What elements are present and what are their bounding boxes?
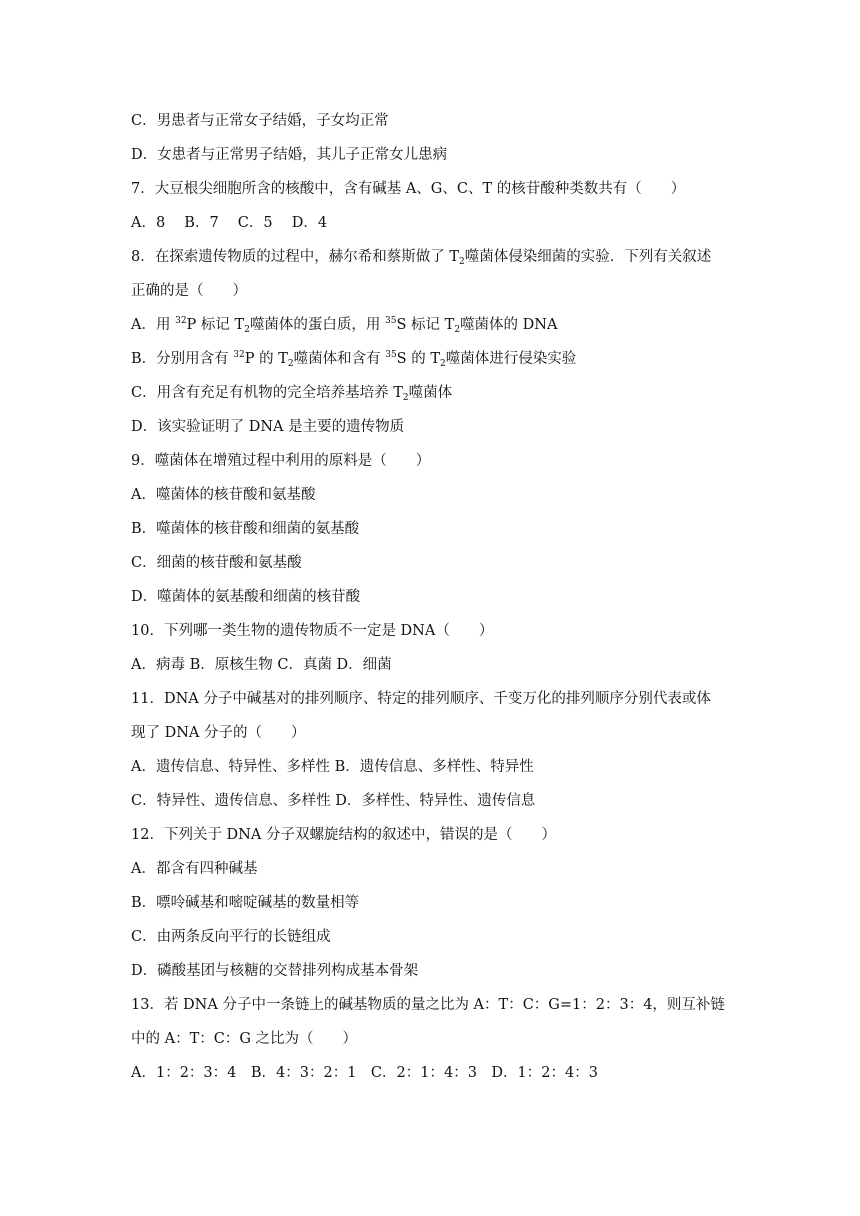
answer-option-a-q12: A．都含有四种碱基: [131, 861, 258, 877]
question-13-options: A．1：2：3：4 B．4：3：2：1 C．2：1：4：3 D．1：2：4：3: [131, 1065, 598, 1081]
question-8-stem: 8．在探索遗传物质的过程中，赫尔希和蔡斯做了 $T_2$噬菌体侵染细菌的实验．下列有关叙述: [131, 249, 712, 267]
question-7-options: A．8 B．7 C．5 D．4: [131, 215, 328, 231]
answer-option-b-q12: B．嘌呤碱基和嘧啶碱基的数量相等: [131, 895, 360, 911]
answer-option-a-q8: A．用 $^{32}$P 标记 $T_2$噬菌体的蛋白质，用 $^{35}$S 标记 $T_2$噬菌体的 DNA: [131, 316, 558, 335]
question-13-stem: 13．若 DNA 分子中一条链上的碱基物质的量之比为 A：T：C：G=1：2：3：4，则互补链: [131, 997, 725, 1013]
question-9-stem: 9．噬菌体在增殖过程中利用的原料是（ ）: [131, 453, 431, 469]
answer-option-b-q8: B．分别用含有 $^{32}$P 的 $T_2$噬菌体和含有 $^{35}$S 的 $T_2$噬菌体进行侵染实验: [131, 350, 577, 369]
answer-option-c-q12: C．由两条反向平行的长链组成: [131, 929, 331, 945]
question-13-stem-continued: 中的 A：T：C：G 之比为（ ）: [131, 1031, 358, 1047]
question-8-stem-continued: 正确的是（ ）: [131, 283, 247, 299]
question-11-stem-continued: 现了 DNA 分子的（ ）: [131, 725, 306, 741]
question-7-stem: 7．大豆根尖细胞所含的核酸中，含有碱基 A、G、C、T 的核苷酸种类数共有（ ）: [131, 181, 686, 197]
answer-option-c-q8: C．用含有充足有机物的完全培养基培养 $T_2$噬菌体: [131, 385, 453, 403]
answer-option-c-q9: C．细菌的核苷酸和氨基酸: [131, 555, 302, 571]
answer-option-d-q9: D．噬菌体的氨基酸和细菌的核苷酸: [131, 589, 361, 605]
question-12-stem: 12．下列关于 DNA 分子双螺旋结构的叙述中，错误的是（ ）: [131, 827, 556, 843]
answer-option-d-q6: D．女患者与正常男子结婚，其儿子正常女儿患病: [131, 147, 448, 163]
answer-option-d-q12: D．磷酸基团与核糖的交替排列构成基本骨架: [131, 963, 419, 979]
question-11-options-cd: C．特异性、遗传信息、多样性 D．多样性、特异性、遗传信息: [131, 793, 536, 809]
answer-option-c-q6: C．男患者与正常女子结婚，子女均正常: [131, 113, 389, 129]
answer-option-a-q9: A．噬菌体的核苷酸和氨基酸: [131, 487, 316, 503]
question-11-options-ab: A．遗传信息、特异性、多样性 B．遗传信息、多样性、特异性: [131, 759, 534, 775]
answer-option-b-q9: B．噬菌体的核苷酸和细菌的氨基酸: [131, 521, 360, 537]
question-11-stem: 11．DNA 分子中碱基对的排列顺序、特定的排列顺序、千变万化的排列顺序分别代表或体: [131, 691, 711, 707]
question-10-stem: 10．下列哪一类生物的遗传物质不一定是 DNA（ ）: [131, 623, 494, 639]
answer-option-d-q8: D．该实验证明了 DNA 是主要的遗传物质: [131, 419, 405, 435]
question-10-options: A．病毒 B．原核生物 C．真菌 D．细菌: [131, 657, 392, 673]
